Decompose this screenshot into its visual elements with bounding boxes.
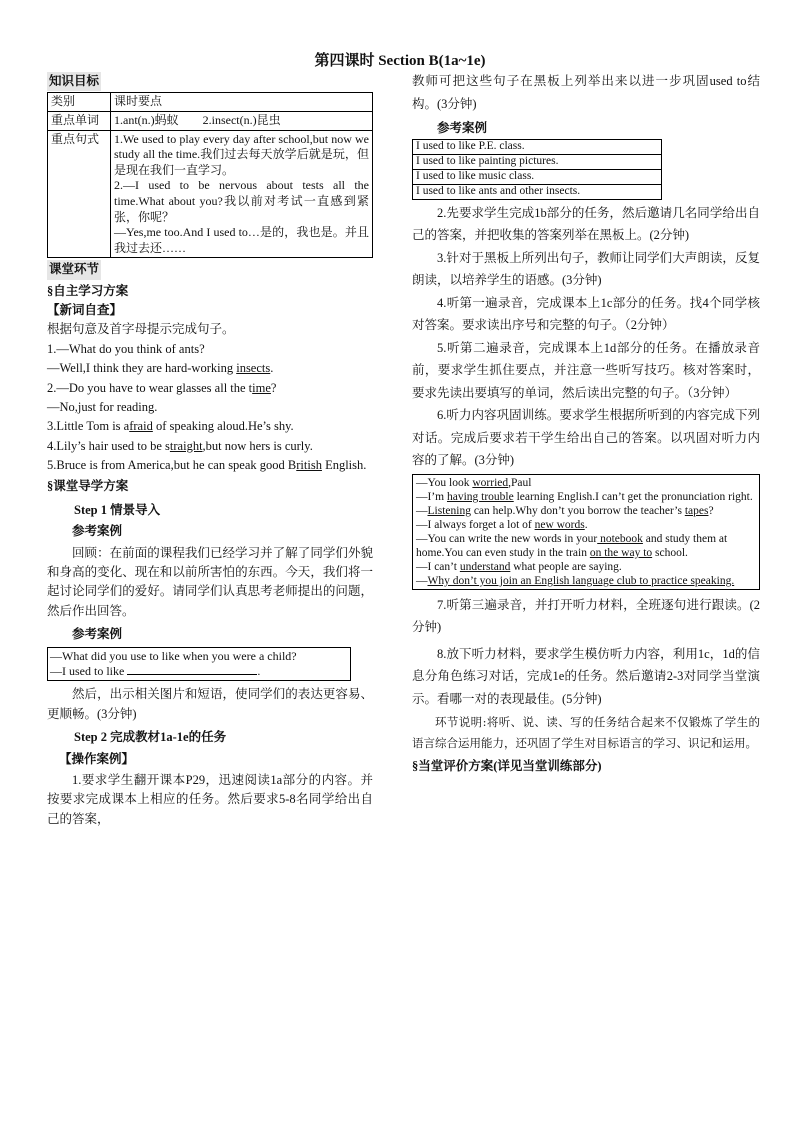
- right-column: [412, 70, 760, 776]
- task-3: 3.针对于黑板上所列出句子，教师让同学们大声朗读，反复朗读，以培养学生的语感。(3分钟): [412, 250, 760, 288]
- table-row: [413, 184, 662, 199]
- table-row: [413, 140, 662, 155]
- knowledge-header: 知识目标: [47, 72, 101, 91]
- row-label-words: 重点单词: [48, 111, 111, 130]
- instruction: 根据句意及首字母提示完成句子。: [47, 322, 235, 337]
- case-2: I used to like painting pictures.: [413, 155, 662, 170]
- question-5: 5.Bruce is from America,but he can speak good British English.: [47, 458, 367, 473]
- case-3: I used to like music class.: [413, 169, 662, 184]
- table-row: [48, 93, 373, 112]
- task-6: 6.听力内容巩固训练。要求学生根据所听到的内容完成下列对话。完成后要求若干学生给出自己的答案。以巩固对听力内容的了解。(3分钟): [412, 408, 760, 468]
- task-8: 8.放下听力材料，要求学生模仿听力内容，利用1c，1d的信息分角色练习对话，完成1e的任务。然后邀请2-3对同学当堂演示。看哪一对的表现最佳。(5分钟): [412, 646, 760, 706]
- sentence-3: —Yes,me too.And I used to…是的，我也是。并且我过去还……: [114, 225, 369, 255]
- box-line-1: —What did you use to like when you were a child?: [50, 649, 297, 664]
- op-case-heading: 【操作案例】: [59, 751, 135, 766]
- question-2b: —No,just for reading.: [47, 399, 158, 414]
- table-row: [48, 130, 373, 258]
- row-label-sentences: 重点句式: [48, 130, 111, 258]
- table-row: [48, 111, 373, 130]
- sentence-2: 2.—I used to be nervous about tests all the time.What about you?我以前对考试一直感到紧张，你呢？: [114, 178, 369, 224]
- task-1: 1.要求学生翻开课本P29，迅速阅读1a部分的内容。并按要求完成课本上相应的任务。然后要求5-8名同学给出自己的答案，: [47, 772, 373, 826]
- table-row: [413, 155, 662, 170]
- class-header: 课堂环节: [47, 260, 101, 279]
- left-column: [47, 72, 373, 829]
- guide-heading: §课堂导学方案: [47, 479, 129, 494]
- dialog-line: —Why don’t you join an English language club to practice speaking.: [416, 574, 735, 587]
- question-1a: 1.—What do you think of ants?: [47, 341, 205, 356]
- task-7: 7.听第三遍录音，并打开听力材料，全班逐句进行跟读。(2分钟): [412, 597, 760, 635]
- cases-table: [412, 139, 662, 199]
- self-study-heading: §自主学习方案: [47, 283, 129, 298]
- dialog-line: —You can write the new words in your notebook and study them at home.You can even study in the train on the way to school.: [416, 532, 728, 559]
- ref-case-label-2: 参考案例: [72, 627, 123, 642]
- dialog-line: —I can’t understand what people are saying.: [416, 560, 622, 573]
- case-1: I used to like P.E. class.: [413, 140, 662, 155]
- sentence-1: 1.We used to play every day after school,but now we study all the time.我们过去每天放学后就是玩，但是现在我们一直学习。: [114, 131, 369, 177]
- task-4: 4.听第一遍录音，完成课本上1c部分的任务。找4个同学核对答案。要求读出序号和完整的句子。（2分钟）: [412, 295, 760, 333]
- dialog-line: —Listening can help.Why don’t you borrow the teacher’s tapes?: [416, 504, 714, 517]
- question-1b: —Well,I think they are hard-working insects.: [47, 361, 274, 376]
- continued-paragraph: 教师可把这些句子在黑板上列举出来以进一步巩固used to结构。(3分钟): [412, 74, 760, 111]
- step2-heading: Step 2 完成教材1a-1e的任务: [74, 730, 227, 745]
- review-paragraph: 回顾：在前面的课程我们已经学习并了解了同学们外貌和身高的变化、现在和以前所害怕的东西。今天，我们将一起讨论同学们的爱好。请同学们认真思考老师提出的问题，然后作出回答。: [47, 545, 373, 618]
- dialog-box: [47, 647, 351, 681]
- knowledge-table: [47, 92, 373, 258]
- step1-heading: Step 1 情景导入: [74, 502, 161, 517]
- row-value-words: 1.ant(n.)蚂蚁 2.insect(n.)昆虫: [111, 111, 373, 130]
- row-value-sentences: [111, 130, 373, 258]
- answer-blank: [127, 664, 257, 675]
- dialog-line: —I always forget a lot of new words.: [416, 518, 588, 531]
- task-2: 2.先要求学生完成1b部分的任务，然后邀请几名同学给出自己的答案，并把收集的答案列举在黑板上。(2分钟): [412, 205, 760, 243]
- ref-case-label-right: 参考案例: [437, 121, 488, 135]
- table-head-points: 课时要点: [111, 93, 373, 112]
- dialog-line: —You look worried,Paul: [416, 476, 532, 489]
- table-row: [413, 169, 662, 184]
- listening-dialog: [412, 474, 760, 590]
- stage-note: 环节说明:将听、说、读、写的任务结合起来不仅锻炼了学生的语言综合运用能力，还巩固了学生对目标语言的学习、识记和运用。: [412, 715, 760, 751]
- task-5: 5.听第二遍录音，完成课本上1d部分的任务。在播放录音前，要求学生抓住要点，并注意一些听写技巧。核对答案时，要求先读出要填写的单词，然后读出完整的句子。（3分钟）: [412, 340, 760, 400]
- question-4: 4.Lily’s hair used to be straight,but now hers is curly.: [47, 438, 313, 453]
- ref-case-label: 参考案例: [72, 524, 123, 539]
- new-words-heading: 【新词自查】: [47, 303, 123, 318]
- then-paragraph: 然后，出示相关图片和短语，使同学们的表达更容易、更顺畅。(3分钟): [47, 687, 373, 721]
- box-line-2: —I used to like .: [50, 664, 261, 679]
- dialog-line: —I’m having trouble learning English.I can’t get the pronunciation right.: [416, 490, 753, 503]
- evaluation-heading: §当堂评价方案(详见当堂训练部分): [412, 758, 602, 773]
- page-title: 第四课时 Section B(1a~1e): [314, 53, 486, 69]
- table-head-category: 类别: [48, 93, 111, 112]
- question-3: 3.Little Tom is afraid of speaking aloud.He’s shy.: [47, 419, 294, 434]
- question-2a: 2.—Do you have to wear glasses all the time?: [47, 380, 277, 395]
- case-4: I used to like ants and other insects.: [413, 184, 662, 199]
